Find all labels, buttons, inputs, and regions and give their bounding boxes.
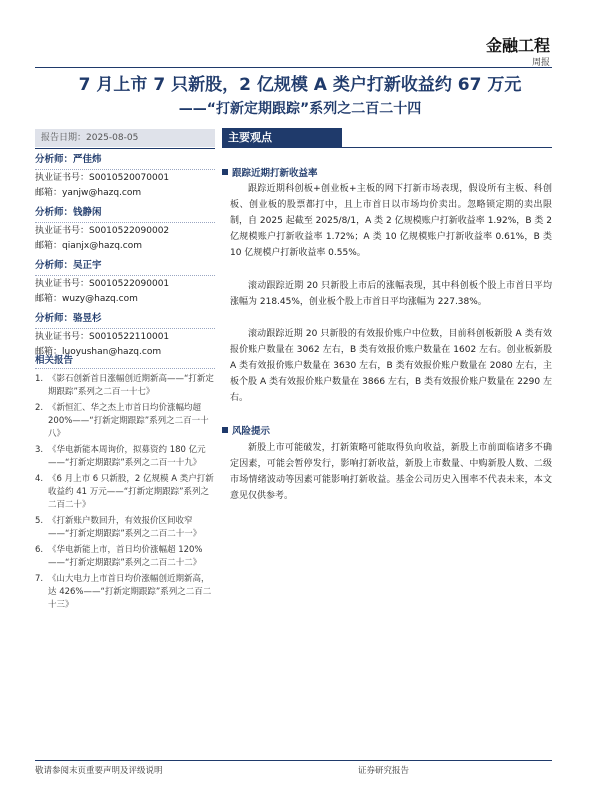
item-text: 《华电新能本周询价，拟募资约 180 亿元——“打新定期跟踪”系列之二百一十九》 (48, 445, 206, 468)
tracking-heading (222, 165, 318, 179)
item-text: 《打新账户数回升，有效报价区间收窄——“打新定期跟踪”系列之二百二十一》 (48, 516, 202, 539)
item-number: 2. (35, 403, 44, 413)
dotted-divider (35, 275, 215, 276)
report-title: 7 月上市 7 只新股，2 亿规模 A 类户打新收益约 67 万元 (78, 75, 522, 95)
analyst-license: 执业证书号：S0010520070001 (35, 173, 170, 183)
related-report-item[interactable] (35, 544, 215, 570)
item-text: 《华电新能上市，首日均价涨幅超 120%——“打新定期跟踪”系列之二百二十二》 (48, 545, 203, 568)
square-bullet-icon (222, 427, 228, 433)
tracking-heading-text: 跟踪近期打新收益率 (232, 168, 318, 179)
related-report-item[interactable] (35, 444, 215, 470)
analyst-license: 执业证书号：S0010522110001 (35, 332, 170, 342)
analyst-email[interactable]: 邮箱：wuzy@hazq.com (35, 294, 138, 304)
analyst-name: 分析师：骆昱杉 (35, 313, 102, 324)
analyst-block (35, 152, 215, 201)
related-report-item[interactable] (35, 402, 215, 441)
item-number: 5. (35, 516, 44, 526)
related-report-item[interactable] (35, 573, 215, 612)
related-report-item[interactable] (35, 515, 215, 541)
report-type: 周报 (531, 58, 550, 68)
related-reports (35, 352, 215, 615)
tracking-paragraph-3: 滚动跟踪近期 20 只新股的有效报价账户中位数，目前科创板新股 A 类有效报价账户数量在 3062 左右，B 类有效报价账户数量在 1602 左右。创业板新股 A 类有效报价账户数量在 3630 左右，B 类有效报价账户数量在 2080 左右，主板个股 A 类有效报价账户数量在 3866 左右，B 类有效报价账户数量在 2290 左右。 (230, 329, 552, 403)
report-subtitle: ——“打新定期跟踪”系列之二百二十四 (178, 101, 422, 117)
analyst-email[interactable]: 邮箱：yanjw@hazq.com (35, 188, 142, 198)
left-column-divider (35, 148, 215, 149)
risk-heading-text: 风险提示 (232, 426, 271, 437)
item-number: 3. (35, 445, 44, 455)
risk-paragraph: 新股上市可能破发，打新策略可能取得负向收益，新股上市前面临诸多不确定因素，可能会暂停发行，影响打新收益，新股上市数量、中购新股人数、二级市场情绪波动等因素可能影响打新收益。基金公司历史入围率不代表未来，本文意见仅供参考。 (230, 443, 552, 501)
square-bullet-icon (222, 169, 228, 175)
risk-heading (222, 423, 270, 437)
analyst-name: 分析师：钱静闲 (35, 207, 102, 218)
footer-label: 证券研究报告 (358, 766, 410, 776)
item-number: 1. (35, 374, 44, 384)
main-section-title: 主要观点 (222, 128, 342, 147)
related-report-item[interactable] (35, 473, 215, 512)
related-report-item[interactable] (35, 373, 215, 399)
related-reports-list (35, 373, 215, 612)
footer-disclaimer: 敬请参阅末页重要声明及评级说明 (35, 766, 163, 776)
dotted-divider (35, 169, 215, 170)
item-number: 4. (35, 474, 44, 484)
analyst-name: 分析师：吴正宇 (35, 260, 102, 271)
dotted-divider (35, 222, 215, 223)
item-text: 《新恒汇、华之杰上市首日均价涨幅均超 200%——“打新定期跟踪”系列之二百一十八》 (48, 403, 209, 439)
tracking-paragraph-2: 滚动跟踪近期 20 只新股上市后的涨幅表现，其中科创板个股上市首日平均涨幅为 218.45%，创业板个股上市首日平均涨幅为 227.38%。 (230, 281, 552, 307)
analyst-block (35, 258, 215, 307)
dotted-divider (35, 328, 215, 329)
tracking-paragraph-1: 跟踪近期科创板+创业板+主板的网下打新市场表现，假设所有主板、科创板、创业板的股票都打中，且上市首日以市场均价卖出。忽略锁定期的卖出限制，自 2025 起截至 2025/8/1，A 类 2 亿规模账户打新收益率 1.92%，B 类 2 亿规模账户打新收益率 1.72%；A 类 10 亿规模账户打新收益率 0.61%，B 类 10 亿规模户打新收益率 0.55%。 (230, 184, 552, 258)
header-divider (35, 67, 552, 68)
related-reports-heading: 相关报告 (35, 352, 215, 369)
analyst-email[interactable]: 邮箱：luoyushan@hazq.com (35, 347, 162, 357)
item-number: 6. (35, 545, 44, 555)
brand-name: 金融工程 (485, 36, 550, 55)
footer-divider (35, 760, 552, 761)
main-section-divider (222, 147, 552, 148)
item-number: 7. (35, 574, 44, 584)
analyst-name: 分析师：严佳炜 (35, 154, 102, 165)
analyst-license: 执业证书号：S0010522090001 (35, 279, 170, 289)
analyst-block (35, 205, 215, 254)
analyst-license: 执业证书号：S0010522090002 (35, 226, 170, 236)
report-date: 报告日期：2025-08-05 (35, 129, 215, 147)
analyst-email[interactable]: 邮箱：qianjx@hazq.com (35, 241, 142, 251)
item-text: 《6 月上市 6 只新股，2 亿规模 A 类户打新收益约 41 万元——“打新定期跟踪”系列之二百二十》 (48, 474, 214, 510)
item-text: 《山大电力上市首日均价涨幅创近期新高，达 426%——“打新定期跟踪”系列之二百二十三》 (48, 574, 212, 610)
item-text: 《影石创新首日涨幅创近期新高——“打新定期跟踪”系列之二百一十七》 (48, 374, 214, 397)
